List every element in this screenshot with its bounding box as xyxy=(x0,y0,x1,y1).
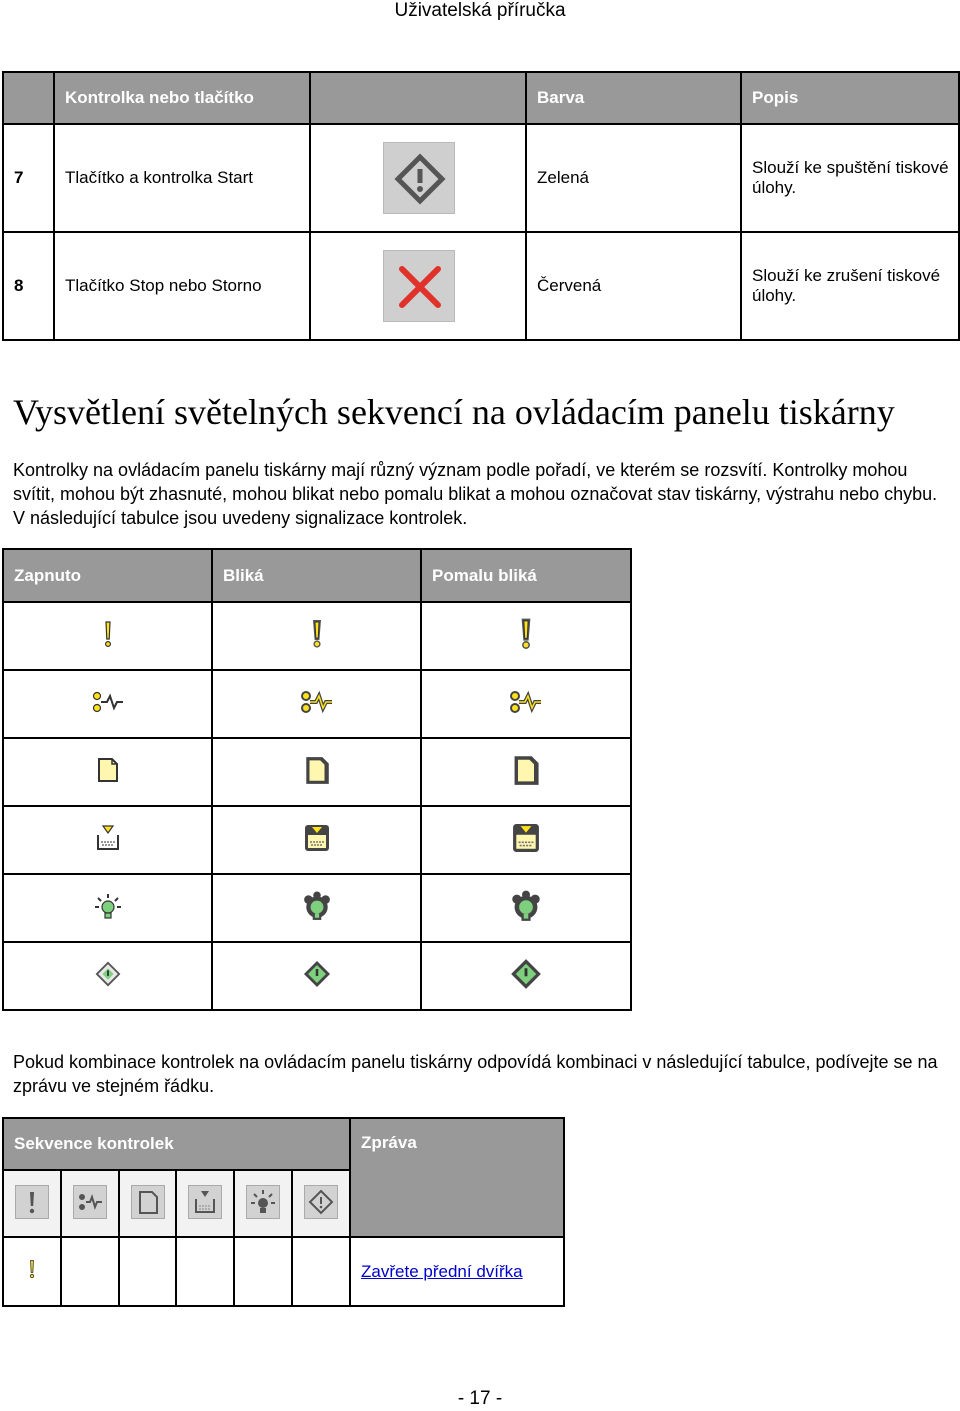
row-number: 8 xyxy=(3,232,54,340)
header-message: Zpráva xyxy=(350,1118,564,1237)
sequence-cell xyxy=(3,1237,61,1306)
sequence-cell xyxy=(234,1237,292,1306)
paper-jam-icon xyxy=(300,689,334,715)
header-blinking: Bliká xyxy=(212,549,421,602)
cell-slow-blinking xyxy=(421,942,631,1010)
table-row xyxy=(3,738,631,806)
header-sequence: Sekvence kontrolek xyxy=(3,1118,350,1170)
start-diamond-icon xyxy=(303,960,331,988)
exclamation-icon xyxy=(515,617,537,651)
header-color: Barva xyxy=(526,72,741,124)
close-front-door-link[interactable]: Zavřete přední dvířka xyxy=(361,1261,523,1281)
sequence-cell xyxy=(176,1237,234,1306)
sequence-cell xyxy=(292,1237,350,1306)
exclamation-icon xyxy=(307,617,327,651)
table-row xyxy=(3,602,631,670)
table-row xyxy=(3,670,631,738)
paper-jam-icon xyxy=(509,689,543,715)
row-control-name: Tlačítko Stop nebo Storno xyxy=(54,232,310,340)
sequence-header xyxy=(3,1118,564,1170)
paper-jam-icon xyxy=(74,1186,106,1218)
table-row xyxy=(3,874,631,942)
cell-on xyxy=(3,942,212,1010)
cell-blinking xyxy=(212,738,421,806)
cell-blinking xyxy=(212,670,421,738)
cell-on xyxy=(3,670,212,738)
row-description: Slouží ke spuštění tiskové úlohy. xyxy=(741,124,959,232)
cell-blinking xyxy=(212,602,421,670)
row-icon-cell xyxy=(310,232,526,340)
header-description: Popis xyxy=(741,72,959,124)
cell-slow-blinking xyxy=(421,670,631,738)
light-patterns-header xyxy=(3,549,631,602)
table-row xyxy=(3,1237,564,1306)
table-row xyxy=(3,232,959,340)
ready-light-icon xyxy=(510,890,542,922)
header-on: Zapnuto xyxy=(3,549,212,602)
page-number: - 17 - xyxy=(457,1388,503,1409)
row-number: 7 xyxy=(3,124,54,232)
start-diamond-icon xyxy=(305,1186,337,1218)
toner-icon xyxy=(189,1186,221,1218)
sequence-cell xyxy=(61,1237,119,1306)
ready-light-icon xyxy=(247,1186,279,1218)
row-description: Slouží ke zrušení tiskové úlohy. xyxy=(741,232,959,340)
sequence-cell xyxy=(119,1237,176,1306)
paper-icon xyxy=(96,756,120,784)
page-header: Uživatelská příručka xyxy=(394,0,566,21)
cell-on xyxy=(3,806,212,874)
exclamation-icon xyxy=(16,1186,48,1218)
table-row xyxy=(3,942,631,1010)
light-sequence-table xyxy=(2,1117,565,1307)
cell-blinking xyxy=(212,874,421,942)
cell-blinking xyxy=(212,806,421,874)
paper-jam-icon xyxy=(91,690,125,714)
cell-slow-blinking xyxy=(421,602,631,670)
header-blank xyxy=(3,72,54,124)
light-patterns-table xyxy=(2,548,632,1011)
toner-icon xyxy=(95,824,121,852)
header-control: Kontrolka nebo tlačítko xyxy=(54,72,310,124)
cell-slow-blinking xyxy=(421,738,631,806)
row-color: Červená xyxy=(526,232,741,340)
message-cell xyxy=(350,1237,564,1306)
buttons-table xyxy=(2,71,960,341)
ready-light-icon xyxy=(302,891,332,921)
toner-icon xyxy=(512,822,540,854)
start-diamond-icon xyxy=(510,958,542,990)
row-icon-cell xyxy=(310,124,526,232)
row-control-name: Tlačítko a kontrolka Start xyxy=(54,124,310,232)
stop-x-icon xyxy=(383,250,455,322)
cell-slow-blinking xyxy=(421,874,631,942)
toner-icon xyxy=(304,823,330,853)
intro-paragraph: Kontrolky na ovládacím panelu tiskárny mají různý význam podle pořadí, ve kterém se rozsvítí. Kontrolky mohou svítit, mohou být zhasnuté, mohou blikat nebo pomalu blikat a mohou označovat stav tiskárny, výstrahu nebo chybu. V následující tabulce jsou uvedeny signalizace kontrolek. xyxy=(13,460,938,528)
buttons-table-header xyxy=(3,72,959,124)
cell-slow-blinking xyxy=(421,806,631,874)
section-heading: Vysvětlení světelných sekvencí na ovládacím panelu tiskárny xyxy=(13,392,895,432)
header-slow-blinking: Pomalu bliká xyxy=(421,549,631,602)
combination-paragraph: Pokud kombinace kontrolek na ovládacím panelu tiskárny odpovídá kombinaci v následující tabulce, podívejte se na zprávu ve stejném řádku. xyxy=(13,1052,938,1096)
paper-icon xyxy=(511,754,541,786)
cell-blinking xyxy=(212,942,421,1010)
table-row xyxy=(3,124,959,232)
paper-icon xyxy=(304,755,330,785)
start-diamond-icon xyxy=(95,961,121,987)
header-icon xyxy=(310,72,526,124)
cell-on xyxy=(3,738,212,806)
exclamation-icon xyxy=(98,619,118,649)
paper-icon xyxy=(132,1186,164,1218)
row-color: Zelená xyxy=(526,124,741,232)
start-diamond-icon xyxy=(383,142,455,214)
exclamation-icon xyxy=(25,1254,39,1284)
table-row xyxy=(3,806,631,874)
ready-light-icon xyxy=(94,892,122,920)
cell-on xyxy=(3,602,212,670)
cell-on xyxy=(3,874,212,942)
